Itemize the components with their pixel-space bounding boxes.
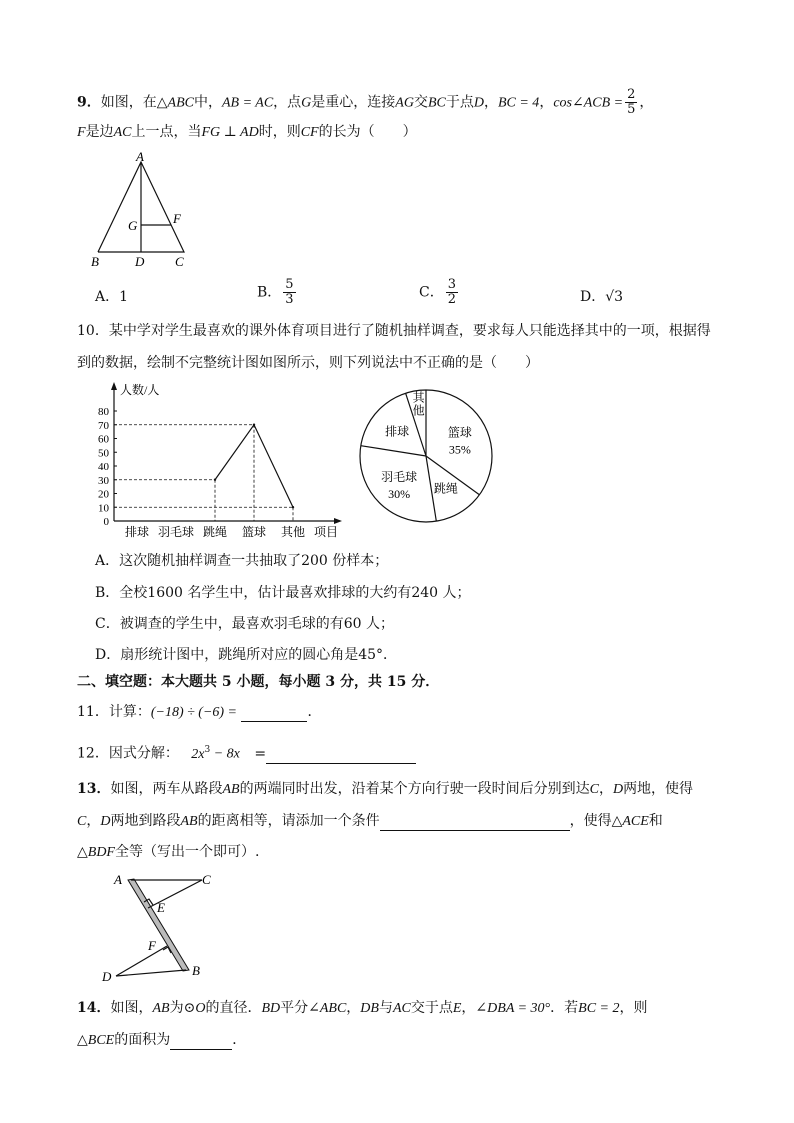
segment-df bbox=[116, 946, 167, 976]
q12-answer-blank[interactable] bbox=[266, 747, 416, 764]
q9-math: AG bbox=[395, 95, 414, 111]
q10-option-d: D．扇形统计图中，跳绳所对应的圆心角是45°． bbox=[95, 647, 398, 663]
q9-text: 是重心，连接 bbox=[311, 94, 396, 111]
q14-text: 的面积为 bbox=[114, 1032, 171, 1048]
q9-cos-fraction bbox=[625, 88, 637, 117]
q9-option-b bbox=[257, 278, 298, 307]
q13-text: ， bbox=[86, 813, 101, 829]
q9-text: 如图，在 bbox=[100, 94, 157, 111]
y-tick-label: 10 bbox=[98, 502, 109, 515]
q9-triangle-figure bbox=[88, 150, 198, 270]
y-axis-arrow bbox=[111, 382, 117, 390]
q14-math: AB bbox=[152, 1001, 170, 1016]
q9-text: 是边 bbox=[85, 124, 114, 140]
q12-exponent: 3 bbox=[204, 745, 211, 755]
q14-math: DB bbox=[360, 1001, 379, 1016]
q9-option-c bbox=[419, 278, 460, 307]
q9-math: BC bbox=[427, 95, 446, 111]
q14-text: ， bbox=[346, 1000, 361, 1016]
q13-math: D bbox=[100, 814, 111, 829]
q9-text: 交 bbox=[413, 94, 428, 111]
q11-line bbox=[77, 703, 321, 722]
y-axis-label: 人数/人 bbox=[120, 383, 160, 397]
y-tick-label: 30 bbox=[98, 474, 109, 487]
y-tick-label: 40 bbox=[98, 461, 109, 473]
q9-option-c-fraction bbox=[446, 278, 458, 307]
q14-text: ，则 bbox=[619, 1000, 648, 1016]
pie-slice-label: 跳绳 bbox=[433, 481, 458, 496]
q14-math: E bbox=[452, 1001, 462, 1016]
q9-math: cos∠ACB = bbox=[553, 95, 624, 111]
label-f: F bbox=[148, 938, 156, 953]
q13-text: 全等（写出一个即可）. bbox=[114, 844, 260, 860]
q9-math: BC = 4 bbox=[497, 95, 540, 111]
segment-db bbox=[116, 970, 186, 976]
label-d: D bbox=[135, 254, 145, 269]
q13-math: △BDF bbox=[77, 845, 115, 860]
label-c: C bbox=[175, 254, 184, 269]
q12-equals: = bbox=[254, 745, 267, 762]
y-tick-label: 80 bbox=[98, 406, 109, 418]
label-e: E bbox=[157, 900, 165, 915]
label-g: G bbox=[128, 218, 138, 233]
q9-math: AC bbox=[113, 125, 132, 140]
option-label: D． bbox=[580, 289, 606, 305]
label-d: D bbox=[102, 969, 112, 983]
q14-text: 为⊙ bbox=[169, 1000, 196, 1016]
q14-math: ∠DBA = 30° bbox=[475, 1001, 551, 1016]
q11-end: ． bbox=[307, 704, 322, 720]
q13-math: AB bbox=[222, 782, 240, 797]
q10-pie-chart bbox=[356, 386, 496, 526]
q9-text: 于点 bbox=[445, 94, 474, 111]
q13-math: C bbox=[589, 782, 599, 797]
q14-text: ， bbox=[461, 1000, 476, 1016]
q13-text: 两地，使得 bbox=[623, 781, 694, 797]
q9-math: CF bbox=[300, 125, 319, 140]
q13-line2 bbox=[77, 812, 663, 831]
q14-text: 的直径． bbox=[205, 1000, 262, 1016]
q14-math: AC bbox=[392, 1001, 411, 1016]
data-point bbox=[214, 479, 216, 481]
q13-line3 bbox=[77, 843, 259, 862]
q14-math: ∠ABC bbox=[308, 1001, 347, 1016]
fraction-num: 3 bbox=[447, 277, 456, 292]
q10-option-b: B．全校1600 名学生中，估计最喜欢排球的大约有240 人； bbox=[95, 585, 471, 601]
q13-text: ，使得 bbox=[569, 813, 612, 829]
pie-slice-label: 羽毛球 bbox=[381, 469, 418, 484]
q14-text: 平分 bbox=[280, 1000, 309, 1016]
q9-math: D bbox=[473, 95, 484, 111]
q12-label: 12．因式分解： bbox=[77, 745, 179, 762]
q9-math: FG ⊥ AD bbox=[201, 125, 259, 140]
q14-math: O bbox=[195, 1001, 206, 1016]
fraction-num: 2 bbox=[627, 87, 636, 102]
q13-text: 和 bbox=[648, 813, 663, 829]
q9-text: ， bbox=[539, 94, 554, 111]
q14-number: 14． bbox=[77, 1000, 111, 1016]
q9-text: 中， bbox=[193, 94, 222, 111]
q14-end: ． bbox=[232, 1032, 247, 1048]
q13-road-figure bbox=[98, 868, 223, 983]
fraction-den: 2 bbox=[447, 292, 456, 307]
q14-math: BC = 2 bbox=[578, 1001, 620, 1016]
pie-slice-value: 35% bbox=[448, 442, 471, 457]
q9-option-a: A．1 bbox=[95, 289, 129, 305]
q9-text: ， bbox=[639, 94, 654, 111]
q13-answer-blank[interactable] bbox=[380, 814, 570, 831]
q11-label: 11．计算： bbox=[77, 704, 151, 720]
y-tick-label: 20 bbox=[98, 488, 109, 501]
road-segment-ab bbox=[128, 879, 189, 971]
q9-option-d bbox=[580, 286, 623, 306]
q9-math: AB = AC bbox=[221, 95, 274, 111]
q13-text: 如图，两车从路段 bbox=[110, 781, 223, 797]
q13-line1 bbox=[77, 780, 693, 799]
q12-expression: 2x bbox=[191, 746, 205, 762]
x-tick-label: 篮球 bbox=[241, 525, 267, 539]
x-axis-label: 项目 bbox=[314, 525, 339, 539]
x-axis-arrow bbox=[334, 518, 342, 524]
q9-option-b-fraction bbox=[283, 278, 295, 307]
option-value: √3 bbox=[605, 289, 624, 305]
option-label: C． bbox=[419, 284, 444, 301]
q12-expression: − 8x bbox=[210, 746, 240, 762]
q14-answer-blank[interactable] bbox=[170, 1033, 232, 1050]
q10-line2: 到的数据，绘制不完整统计图如图所示，则下列说法中不正确的是（ ） bbox=[77, 355, 539, 371]
label-b: B bbox=[91, 254, 99, 269]
label-a: A bbox=[114, 872, 122, 887]
q13-math: D bbox=[612, 782, 624, 797]
q9-text: ， bbox=[483, 94, 498, 111]
data-point bbox=[292, 506, 294, 508]
pie-slice-label: 排球 bbox=[385, 424, 410, 439]
fraction-den: 5 bbox=[627, 102, 636, 117]
label-b: B bbox=[192, 963, 200, 978]
q9-number: 9． bbox=[77, 94, 101, 111]
q9-text: 时，则 bbox=[258, 124, 301, 140]
q14-line1 bbox=[77, 999, 648, 1018]
label-c: C bbox=[202, 872, 211, 887]
q13-math: △ACE bbox=[611, 814, 649, 829]
q10-option-c: C．被调查的学生中，最喜欢羽毛球的有60 人； bbox=[95, 616, 394, 632]
q13-math: C bbox=[77, 814, 87, 829]
pie-slice-label: 他 bbox=[412, 403, 425, 418]
q13-text: ， bbox=[598, 781, 613, 797]
q9-text: 上一点，当 bbox=[131, 124, 202, 140]
q14-line2 bbox=[77, 1031, 246, 1050]
q9-line2 bbox=[77, 123, 417, 142]
pie-slice-label: 其 bbox=[412, 390, 425, 405]
q13-text: 的距离相等，请添加一个条件 bbox=[197, 813, 380, 829]
q12-line bbox=[77, 741, 416, 764]
fraction-num: 5 bbox=[285, 277, 294, 292]
q9-math: △ABC bbox=[156, 95, 194, 111]
q14-text: 与 bbox=[378, 1000, 393, 1016]
y-tick-label: 60 bbox=[98, 433, 109, 446]
label-a: A bbox=[136, 150, 144, 164]
q13-text: 两地到路段 bbox=[110, 813, 181, 829]
q14-math: △BCE bbox=[77, 1033, 115, 1048]
q10-line-chart bbox=[80, 378, 350, 546]
fraction-den: 3 bbox=[285, 292, 294, 307]
x-tick-label: 跳绳 bbox=[202, 525, 228, 539]
pie-slice-label: 篮球 bbox=[447, 425, 472, 440]
q9-math: G bbox=[301, 95, 312, 111]
q9-line1 bbox=[77, 88, 653, 117]
q9-math: F bbox=[77, 125, 86, 140]
q13-number: 13． bbox=[77, 781, 111, 797]
q11-expression: (−18) ÷ (−6) = bbox=[150, 705, 238, 720]
y-tick-label: 50 bbox=[98, 447, 109, 460]
y-tick-label: 70 bbox=[98, 419, 109, 432]
q9-text: ，点 bbox=[273, 94, 302, 111]
q14-math: BD bbox=[261, 1001, 281, 1016]
q13-math: AB bbox=[180, 814, 198, 829]
x-tick-label: 羽毛球 bbox=[157, 525, 195, 539]
q14-text: 交于点 bbox=[410, 1000, 453, 1016]
q14-text: 如图， bbox=[110, 1000, 153, 1016]
q10-line1: 10．某中学对学生最喜欢的课外体育项目进行了随机抽样调查，要求每人只能选择其中的一项，根据得 bbox=[77, 323, 711, 339]
x-tick-label: 其他 bbox=[280, 525, 306, 539]
q11-answer-blank[interactable] bbox=[241, 705, 307, 722]
data-point bbox=[253, 424, 255, 426]
q13-text: 的两端同时出发，沿着某个方向行驶一段时间后分别到达 bbox=[239, 781, 590, 797]
section-heading: 二、填空题：本大题共 5 小题，每小题 3 分，共 15 分． bbox=[77, 674, 440, 690]
q9-text: 的长为（ ） bbox=[318, 124, 417, 140]
pie-slice-value: 30% bbox=[388, 486, 411, 501]
option-label: B． bbox=[257, 284, 282, 301]
y-tick-label: 0 bbox=[103, 516, 109, 528]
q10-option-a: A．这次随机抽样调查一共抽取了200 份样本； bbox=[95, 553, 389, 569]
q14-text: ．若 bbox=[550, 1000, 579, 1016]
x-tick-label: 排球 bbox=[124, 525, 150, 539]
label-f: F bbox=[173, 211, 181, 226]
